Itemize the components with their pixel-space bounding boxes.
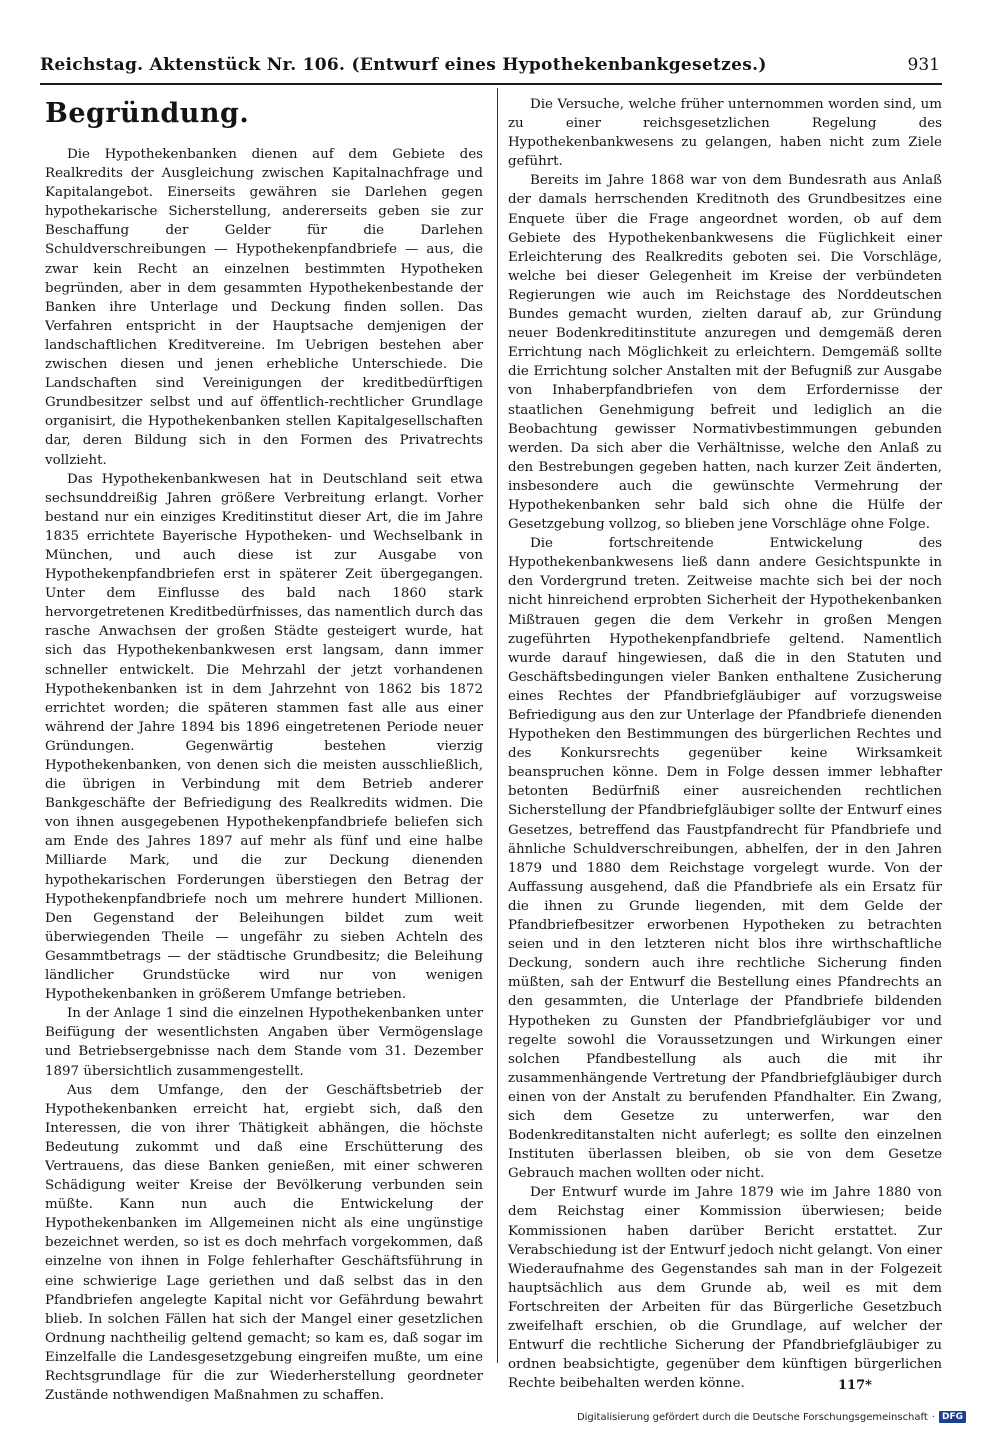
paragraph: Der Entwurf wurde im Jahre 1879 wie im Jahre 1880 von dem Reichstag einer Kommission überwiesen; beide Kommissionen haben darüber Bericht erstattet. Zur Verabschiedung ist der Entwurf jedoch nicht gelangt. Von einer Wiederaufnahme des Gegenstandes sah man in der Folgezeit hauptsächlich aus dem Grunde ab, weil es mit dem Fortschreiten der Arbeiten für das Bürgerliche Gesetzbuch zweifelhaft erschien, ob die Grundlage, auf welcher der Entwurf die rechtliche Sicherung der Pfandbriefgläubiger zu ordnen beabsichtigte, gegenüber dem künftigen bürgerlichen Rechte beibehalten werden könne. <box>508 1185 942 1392</box>
sheet-signature: 117* <box>838 1378 872 1393</box>
digitization-footer <box>577 1411 966 1423</box>
header-rule <box>40 83 942 85</box>
footer-separator: · <box>931 1411 935 1423</box>
column-divider <box>497 88 498 1363</box>
page-number: 931 <box>907 55 940 75</box>
paragraph: Die fortschreitende Entwickelung des Hypothekenbankwesens ließ dann andere Gesichtspunkte in den Vordergrund treten. Zeitweise machte sich bei der noch nicht hinreichend erprobten Sicherheit der Hypothekenbanken Mißtrauen gegen die dem Verkehr in großen Mengen zugeführten Hypothekenpfandbriefe geltend. Namentlich wurde darauf hingewiesen, daß die in den Statuten und Geschäftsbedingungen vieler Banken enthaltene Zusicherung eines Rechtes der Pfandbriefgläubiger auf vorzugsweise Befriedigung aus den zur Unterlage der Pfandbriefe dienenden Hypotheken den Bestimmungen des bürgerlichen Rechtes und des Konkursrechts gegenüber keine Wirksamkeit beanspruchen könne. Dem in Folge dessen immer lebhafter betonten Bedürfniß einer ausreichenden rechtlichen Sicherstellung der Pfandbriefgläubiger sollte der Entwurf eines Gesetzes, betreffend das Faustpfandrecht für Pfandbriefe und ähnliche Schuldverschreibungen, abhelfen, der in den Jahren 1879 und 1880 dem Reichstage vorgelegt wurde. Von der Auffassung ausgehend, daß die Pfandbriefe als ein Ersatz für die ihnen zu Grunde liegenden, mit dem Gelde der Pfandbriefbesitzer erworbenen Hypotheken zu betrachten seien und in den letzteren nicht blos ihre wirthschaftliche Deckung, sondern auch ihre rechtliche Sicherung finden müßten, sah der Entwurf die Bestellung eines Pfandrechts an den gesammten, die Unterlage der Pfandbriefe bildenden Hypotheken zu Gunsten der Pfandbriefgläubiger vor und regelte sowohl die Voraussetzungen und Wirkungen einer solchen Pfandbestellung als auch die mit ihr zusammenhängende Vertretung der Pfandbriefgläubiger durch einen von der Anstalt zu berufenden Pfandhalter. Ein Zwang, sich dem Gesetze zu unterwerfen, war den Bodenkreditanstalten nicht auferlegt; es sollte den einzelnen Instituten überlassen bleiben, ob sie von dem Gesetze Gebrauch machen wollten oder nicht. <box>508 536 942 1182</box>
paragraph: Das Hypothekenbankwesen hat in Deutschland seit etwa sechsunddreißig Jahren größere Verbreitung erlangt. Vorher bestand nur ein einziges Kreditinstitut dieser Art, die im Jahre 1835 errichtete Bayerische Hypotheken- und Wechselbank in München, und auch diese ist zur Ausgabe von Hypothekenpfandbriefen erst in späterer Zeit übergegangen. Unter dem Einflusse des bald nach 1860 stark hervorgetretenen Kreditbedürfnisses, das namentlich durch das rasche Anwachsen der großen Städte gesteigert wurde, hat sich das Hypothekenbankwesen erst langsam, dann immer schneller entwickelt. Die Mehrzahl der jetzt vorhandenen Hypothekenbanken ist in dem Jahrzehnt von 1862 bis 1872 errichtet worden; die späteren stammen fast alle aus einer während der Jahre 1894 bis 1896 eingetretenen Periode neuer Gründungen. Gegenwärtig bestehen vierzig Hypothekenbanken, von denen sich die meisten ausschließlich, die übrigen in Verbindung mit dem Betrieb anderer Bankgeschäfte der Befriedigung des Realkredits widmen. Die von ihnen ausgegebenen Hypothekenpfandbriefe beliefen sich am Ende des Jahres 1897 auf mehr als fünf und eine halbe Milliarde Mark, und die zur Deckung dienenden hypothekarischen Forderungen überstiegen den Betrag der Hypothekenpfandbriefe noch um mehrere hundert Millionen. Den Gegenstand der Beleihungen bildet zum weit überwiegenden Theile — ungefähr zu sieben Achteln des Gesammtbetrags — der städtische Grundbesitz; die Beleihung ländlicher Grundstücke wird nur von wenigen Hypothekenbanken in größerem Umfange betrieben. <box>45 471 483 1003</box>
running-header <box>40 55 940 85</box>
paragraph: Aus dem Umfange, den der Geschäftsbetrieb der Hypothekenbanken erreicht hat, ergiebt sich, daß den Interessen, die von ihrer Thätigkeit abhängen, die höchste Bedeutung zukommt und daß eine Erschütterung des Vertrauens, das diese Banken genießen, mit einer schweren Schädigung weiter Kreise der Bevölkerung verbunden sein müßte. Kann nun auch die Entwickelung der Hypothekenbanken im Allgemeinen nicht als eine ungünstige bezeichnet werden, so ist es doch mehrfach vorgekommen, daß einzelne von ihnen in Folge fehlerhafter Geschäftsführung in eine schwierige Lage geriethen und daß selbst das in den Pfandbriefen angelegte Kapital nicht vor Gefährdung bewahrt blieb. In solchen Fällen hat sich der Mangel einer gesetzlichen Ordnung nachtheilig geltend gemacht; so kam es, daß sogar im Einzelfalle die Landesgesetzgebung eingreifen mußte, um eine Rechtsgrundlage für die zur Wiederherstellung geordneter Zustände nothwendigen Maßnahmen zu schaffen. <box>45 1082 483 1404</box>
paragraph: Die Hypothekenbanken dienen auf dem Gebiete des Realkredits der Ausgleichung zwischen Kapitalnachfrage und Kapitalangebot. Einerseits gewähren sie Darlehen gegen hypothekarische Sicherstellung, andererseits geben sie zur Beschaffung der Gelder für die Darlehen Schuldverschreibungen — Hypothekenpfandbriefe — aus, die zwar kein Recht an einzelnen bestimmten Hypotheken begründen, aber in dem gesammten Hypothekenbestande der Banken ihre Unterlage und Deckung finden sollen. Das Verfahren entspricht in der Hauptsache demjenigen der landschaftlichen Kreditvereine. Im Uebrigen bestehen aber zwischen diesen und jenen erhebliche Unterschiede. Die Landschaften sind Vereinigungen der kreditbedürftigen Grundbesitzer selbst und auf öffentlich-rechtlicher Grundlage organisirt, die Hypothekenbanken stellen Kapitalgesellschaften dar, deren Bildung sich in den Formen des Privatrechts vollzieht. <box>45 147 483 468</box>
dfg-logo-icon: DFG <box>939 1411 966 1423</box>
right-column <box>508 95 942 1393</box>
header-title: Reichstag. Aktenstück Nr. 106. (Entwurf eines Hypothekenbankgesetzes.) <box>40 55 767 75</box>
paragraph: In der Anlage 1 sind die einzelnen Hypothekenbanken unter Beifügung der wesentlichsten Angaben über Vermögenslage und Betriebsergebnisse nach dem Stande vom 31. Dezember 1897 übersichtlich zusammengestellt. <box>45 1006 483 1079</box>
footer-text: Digitalisierung gefördert durch die Deutsche Forschungsgemeinschaft <box>576 1411 928 1423</box>
paragraph: Die Versuche, welche früher unternommen worden sind, um zu einer reichsgesetzlichen Regelung des Hypothekenbankwesens zu gelangen, haben nicht zum Ziele geführt. <box>508 97 942 170</box>
paragraph: Bereits im Jahre 1868 war von dem Bundesrath aus Anlaß der damals herrschenden Kreditnoth des Grundbesitzes eine Enquete über die Frage angeordnet worden, ob auf dem Gebiete des Hypothekenbankwesens die Füglichkeit einer Erleichterung des Realkredits geboten sei. Die Vorschläge, welche bei dieser Gelegenheit im Kreise der verbündeten Regierungen wie auch im Reichstage des Norddeutschen Bundes gemacht wurden, zielten darauf ab, zur Gründung neuer Bodenkreditinstitute anzuregen und demgemäß deren Errichtung nach Möglichkeit zu erleichtern. Demgemäß sollte die Errichtung solcher Anstalten mit der Befugniß zur Ausgabe von Inhaberpfandbriefen von dem Erfordernisse der staatlichen Genehmigung befreit und lediglich an die Beobachtung gewisser Normativbestimmungen gebunden werden. Da sich aber die Verhältnisse, welche den Anlaß zu den Bestrebungen gegeben hatten, nach kurzer Zeit änderten, insbesondere auch die gewünschte Vermehrung der Hypothekenbanken sehr bald sich ohne die Hülfe der Gesetzgebung vollzog, so blieben jene Vorschläge ohne Folge. <box>508 173 942 533</box>
left-column <box>45 95 483 1405</box>
section-title: Begründung. <box>45 98 250 129</box>
